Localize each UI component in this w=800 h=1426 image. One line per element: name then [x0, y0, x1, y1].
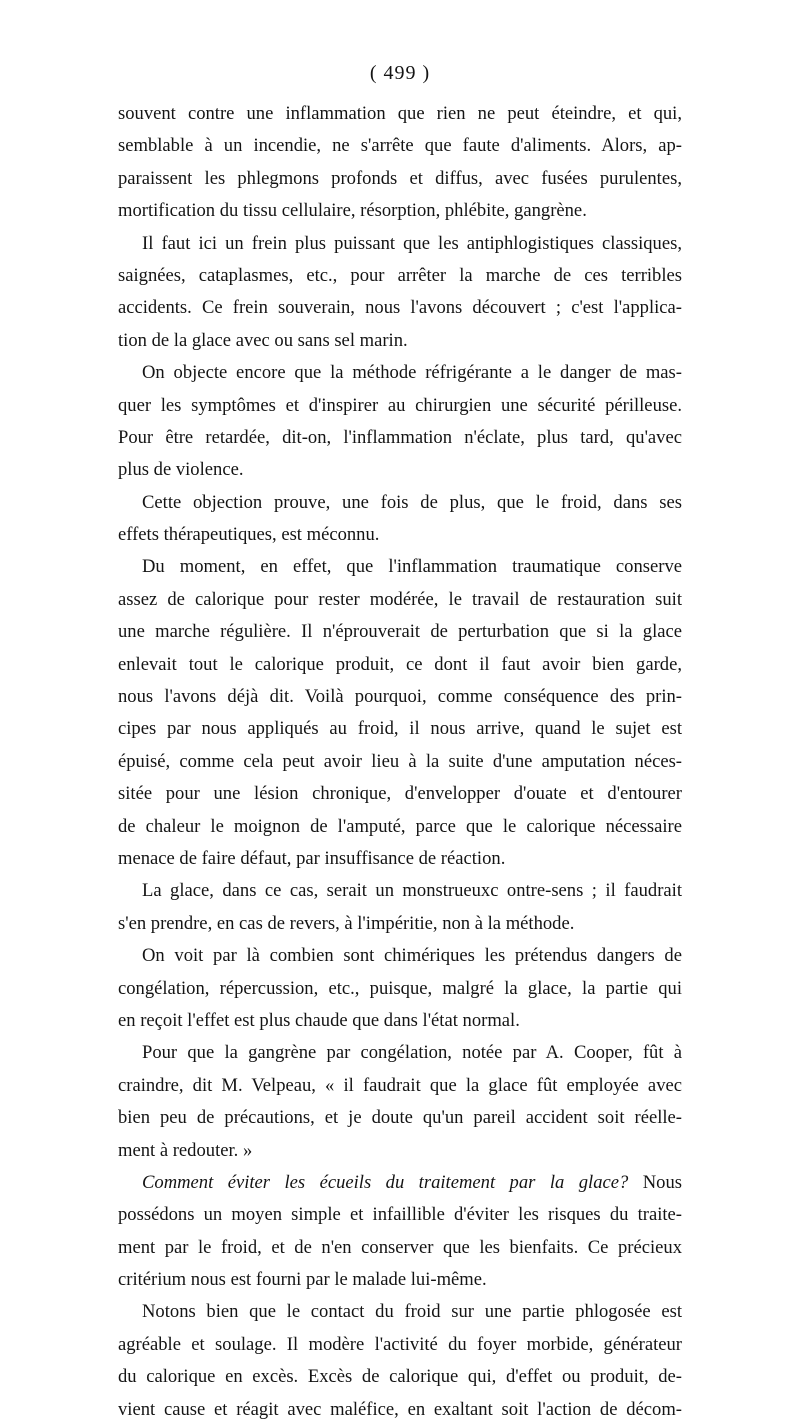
text-line: cipes par nous appliqués au froid, il nous arrive, quand le sujet est — [118, 718, 682, 740]
text-line: ment à redouter. » — [118, 1139, 253, 1161]
text-line: assez de calorique pour rester modérée, le travail de restauration suit — [118, 588, 682, 610]
text-line: en reçoit l'effet est plus chaude que dans l'état normal. — [118, 1009, 520, 1031]
text-line: On voit par là combien sont chimériques les prétendus dangers de — [142, 945, 682, 967]
text-line: Il faut ici un frein plus puissant que les antiphlogistiques classiques, — [142, 232, 682, 254]
body-text — [118, 98, 682, 1426]
text-line: Notons bien que le contact du froid sur une partie phlogosée est — [142, 1301, 682, 1323]
text-line: mortification du tissu cellulaire, résorption, phlébite, gangrène. — [118, 200, 587, 222]
line-text: Nous — [628, 1171, 683, 1193]
italic-question: Comment éviter les écueils du traitement par la glace? — [142, 1171, 629, 1193]
text-line: plus de violence. — [118, 459, 244, 481]
text-line: semblable à un incendie, ne s'arrête que faute d'aliments. Alors, ap- — [118, 135, 682, 157]
text-line: critérium nous est fourni par le malade lui-même. — [118, 1269, 487, 1291]
text-line: paraissent les phlegmons profonds et diffus, avec fusées purulentes, — [118, 167, 682, 189]
text-line: saignées, cataplasmes, etc., pour arrêter la marche de ces terribles — [118, 264, 682, 286]
text-line: souvent contre une inflammation que rien ne peut éteindre, et qui, — [118, 103, 682, 124]
text-line: une marche régulière. Il n'éprouverait de perturbation que si la glace — [118, 621, 682, 643]
text-line: Du moment, en effet, que l'inflammation traumatique conserve — [142, 556, 682, 578]
text-line: effets thérapeutiques, est méconnu. — [118, 524, 380, 546]
text-line: de chaleur le moignon de l'amputé, parce que le calorique nécessaire — [118, 815, 682, 837]
text-line: On objecte encore que la méthode réfrigérante a le danger de mas- — [142, 362, 682, 384]
text-line: craindre, dit M. Velpeau, « il faudrait que la glace fût employée avec — [118, 1074, 682, 1096]
text-line: possédons un moyen simple et infaillible d'éviter les risques du traite- — [118, 1204, 682, 1226]
text-line: congélation, répercussion, etc., puisque, malgré la glace, la partie qui — [118, 977, 682, 999]
text-line: agréable et soulage. Il modère l'activité du foyer morbide, générateur — [118, 1333, 682, 1355]
text-line: du calorique en excès. Excès de calorique qui, d'effet ou produit, de- — [118, 1366, 682, 1388]
text-line: accidents. Ce frein souverain, nous l'avons découvert ; c'est l'applica- — [118, 297, 682, 319]
text-line: La glace, dans ce cas, serait un monstrueuxc ontre-sens ; il faudrait — [142, 880, 682, 902]
text-line: bien peu de précautions, et je doute qu'un pareil accident soit réelle- — [118, 1107, 682, 1129]
text-line: Pour que la gangrène par congélation, notée par A. Cooper, fût à — [142, 1042, 682, 1064]
text-line: épuisé, comme cela peut avoir lieu à la suite d'une amputation néces- — [118, 750, 682, 772]
text-line: quer les symptômes et d'inspirer au chirurgien une sécurité périlleuse. — [118, 394, 682, 416]
text-line: Cette objection prouve, une fois de plus, que le froid, dans ses — [142, 491, 682, 513]
text-line: sitée pour une lésion chronique, d'envelopper d'ouate et d'entourer — [118, 783, 682, 805]
text-line: menace de faire défaut, par insuffisance de réaction. — [118, 847, 506, 869]
text-line: Pour être retardée, dit-on, l'inflammation n'éclate, plus tard, qu'avec — [118, 426, 682, 448]
text-line: s'en prendre, en cas de revers, à l'impéritie, non à la méthode. — [118, 912, 575, 934]
page-number: ( 499 ) — [369, 62, 431, 84]
text-line: ment par le froid, et de n'en conserver que les bienfaits. Ce précieux — [118, 1236, 682, 1258]
text-line: tion de la glace avec ou sans sel marin. — [118, 329, 408, 351]
text-line — [118, 1167, 682, 1199]
text-line: vient cause et réagit avec maléfice, en exaltant soit l'action de décom- — [118, 1398, 682, 1420]
text-line: nous l'avons déjà dit. Voilà pourquoi, comme conséquence des prin- — [118, 686, 682, 708]
text-line: enlevait tout le calorique produit, ce dont il faut avoir bien garde, — [118, 653, 682, 675]
